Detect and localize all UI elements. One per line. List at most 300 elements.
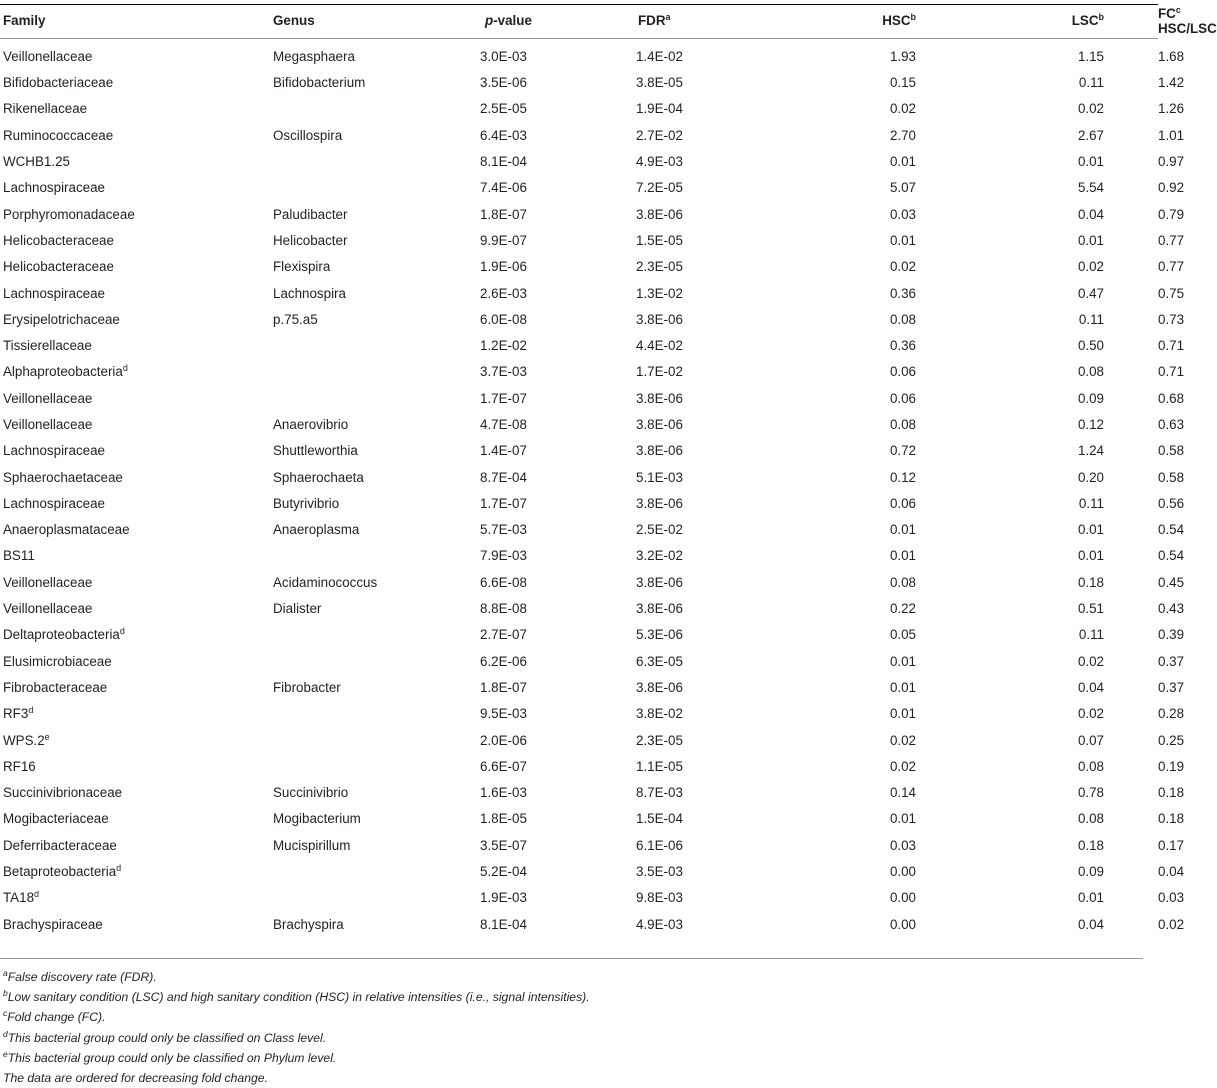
cell-hsc-text: 0.08 <box>889 311 916 327</box>
cell-hsc <box>786 411 972 437</box>
cell-lsc-text: 0.18 <box>1077 837 1104 853</box>
table-row <box>0 306 1158 332</box>
footnote-text: This bacterial group could only be classified on Phylum level. <box>7 1050 337 1065</box>
cell-pvalue-text: 6.6E-07 <box>480 758 527 774</box>
cell-genus <box>273 201 471 227</box>
cell-family-text: Veillonellaceae <box>3 417 93 432</box>
cell-hsc-text: 0.00 <box>889 864 916 880</box>
cell-pvalue <box>471 411 618 437</box>
cell-lsc-text: 0.08 <box>1077 758 1104 774</box>
cell-family-text: Sphaerochaetaceae <box>3 469 123 485</box>
cell-hsc-text: 0.01 <box>889 706 916 722</box>
cell-fdr-text: 3.8E-06 <box>636 206 683 222</box>
table-body <box>0 39 1185 938</box>
cell-genus <box>273 911 471 937</box>
cell-lsc <box>972 595 1158 621</box>
cell-hsc-text: 0.00 <box>889 916 916 932</box>
cell-genus <box>273 543 471 569</box>
cell-fdr <box>618 780 786 806</box>
cell-family-text: Ruminococcaceae <box>3 127 114 143</box>
cell-hsc <box>786 438 972 464</box>
cell-genus <box>273 306 471 332</box>
cell-fc-text: 1.26 <box>1158 101 1185 117</box>
cell-family <box>0 832 273 858</box>
cell-family <box>0 227 273 253</box>
cell-family-text: Veillonellaceae <box>3 390 93 406</box>
cell-lsc-text: 0.08 <box>1077 364 1104 380</box>
cell-fc-text: 1.01 <box>1158 127 1185 143</box>
cell-fc-text: 0.37 <box>1158 679 1185 695</box>
cell-fc-text: 0.58 <box>1158 443 1185 459</box>
cell-fc-text: 0.18 <box>1158 785 1185 801</box>
cell-genus-text: Mucispirillum <box>273 837 351 853</box>
cell-genus <box>273 411 471 437</box>
cell-fc-text: 0.43 <box>1158 601 1185 617</box>
cell-lsc-text: 0.04 <box>1077 916 1104 932</box>
footnote-text: Low sanitary condition (LSC) and high sanitary condition (HSC) in relative intensities (i.e., signal intensities). <box>7 990 590 1005</box>
cell-fdr-text: 6.1E-06 <box>636 837 683 853</box>
cell-lsc <box>972 543 1158 569</box>
cell-lsc <box>972 490 1158 516</box>
cell-family <box>0 569 273 595</box>
table-row <box>0 885 1158 911</box>
cell-fdr <box>618 595 786 621</box>
cell-lsc-text: 0.01 <box>1077 522 1104 538</box>
cell-hsc <box>786 543 972 569</box>
cell-pvalue-text: 5.2E-04 <box>480 864 527 880</box>
cell-family <box>0 306 273 332</box>
cell-genus <box>273 70 471 96</box>
cell-hsc <box>786 385 972 411</box>
cell-lsc-text: 5.54 <box>1077 180 1104 196</box>
cell-family <box>0 622 273 648</box>
cell-family-text: Fibrobacteraceae <box>3 679 108 695</box>
header-fdr <box>618 5 786 39</box>
table-row <box>0 148 1158 174</box>
cell-pvalue <box>471 332 618 358</box>
cell-hsc-text: 0.36 <box>889 338 916 354</box>
cell-lsc <box>972 411 1158 437</box>
cell-fdr <box>618 70 786 96</box>
cell-lsc-text: 0.11 <box>1078 75 1104 91</box>
cell-fdr-text: 9.8E-03 <box>636 890 683 906</box>
cell-genus-text: Lachnospira <box>273 285 346 301</box>
cell-pvalue-text: 6.2E-06 <box>480 653 527 669</box>
cell-hsc <box>786 359 972 385</box>
cell-pvalue-text: 9.9E-07 <box>480 232 527 248</box>
cell-lsc-text: 0.02 <box>1077 706 1104 722</box>
cell-family <box>0 96 273 122</box>
cell-family-text: Tissierellaceae <box>3 338 92 354</box>
cell-hsc <box>786 727 972 753</box>
cell-fdr <box>618 648 786 674</box>
cell-family-text: Anaeroplasmataceae <box>3 522 130 538</box>
cell-lsc <box>972 753 1158 779</box>
cell-hsc <box>786 280 972 306</box>
cell-family <box>0 254 273 280</box>
cell-fdr-text: 7.2E-05 <box>636 180 683 196</box>
cell-pvalue <box>471 464 618 490</box>
cell-pvalue <box>471 359 618 385</box>
cell-hsc-text: 0.06 <box>889 495 916 511</box>
cell-fdr <box>618 411 786 437</box>
cell-fdr-text: 1.5E-04 <box>636 811 683 827</box>
cell-genus-text: p.75.a5 <box>273 311 318 327</box>
cell-family <box>0 464 273 490</box>
cell-lsc <box>972 622 1158 648</box>
cell-fc-text: 0.54 <box>1158 548 1185 564</box>
cell-fdr <box>618 858 786 884</box>
cell-genus <box>273 280 471 306</box>
footnote-marker: d <box>3 1028 8 1039</box>
cell-pvalue-text: 1.8E-05 <box>480 811 527 827</box>
cell-fdr <box>618 832 786 858</box>
cell-family <box>0 911 273 937</box>
cell-hsc <box>786 832 972 858</box>
cell-fdr <box>618 280 786 306</box>
cell-fdr <box>618 911 786 937</box>
cell-fdr <box>618 227 786 253</box>
cell-pvalue <box>471 806 618 832</box>
cell-hsc <box>786 70 972 96</box>
cell-hsc-text: 0.00 <box>889 890 916 906</box>
cell-hsc <box>786 490 972 516</box>
cell-lsc-text: 0.11 <box>1078 311 1104 327</box>
cell-hsc <box>786 701 972 727</box>
cell-pvalue <box>471 727 618 753</box>
header-hsc-sup: b <box>910 12 916 22</box>
cell-pvalue-text: 6.6E-08 <box>480 574 527 590</box>
cell-pvalue-text: 1.8E-07 <box>480 206 527 222</box>
footnote-text: False discovery rate (FDR). <box>7 970 157 984</box>
cell-lsc <box>972 517 1158 543</box>
cell-pvalue <box>471 254 618 280</box>
cell-family <box>0 727 273 753</box>
cell-pvalue-text: 2.6E-03 <box>480 285 527 301</box>
cell-family-text: Bifidobacteriaceae <box>3 75 114 91</box>
cell-hsc <box>786 569 972 595</box>
cell-pvalue-text: 8.1E-04 <box>480 154 527 170</box>
cell-hsc-text: 0.01 <box>889 232 916 248</box>
table-row <box>0 201 1158 227</box>
cell-hsc <box>786 885 972 911</box>
cell-fdr-text: 1.1E-05 <box>636 758 683 774</box>
cell-family <box>0 517 273 543</box>
cell-hsc <box>786 39 972 70</box>
cell-fdr <box>618 201 786 227</box>
cell-hsc <box>786 332 972 358</box>
cell-genus <box>273 595 471 621</box>
cell-family-text: Porphyromonadaceae <box>3 206 135 222</box>
cell-fdr-text: 2.3E-05 <box>636 259 683 275</box>
cell-genus <box>273 885 471 911</box>
table-row <box>0 780 1158 806</box>
cell-hsc-text: 0.12 <box>889 469 916 485</box>
cell-lsc <box>972 858 1158 884</box>
cell-genus <box>273 832 471 858</box>
cell-pvalue-text: 7.4E-06 <box>480 180 527 196</box>
footnote <box>3 1068 590 1088</box>
cell-genus-text: Acidaminococcus <box>273 574 378 590</box>
cell-lsc <box>972 701 1158 727</box>
cell-pvalue-text: 8.8E-08 <box>480 601 527 617</box>
cell-fc-text: 0.28 <box>1158 706 1185 722</box>
cell-genus-text: Oscillospira <box>273 127 343 143</box>
cell-pvalue-text: 1.6E-03 <box>480 785 527 801</box>
cell-fdr-text: 1.7E-02 <box>636 364 683 380</box>
table-bottom-rule <box>0 958 1143 959</box>
cell-hsc <box>786 201 972 227</box>
cell-fdr-text: 3.8E-02 <box>636 706 683 722</box>
footnote <box>3 967 590 987</box>
cell-fdr-text: 8.7E-03 <box>636 785 683 801</box>
table-row <box>0 70 1158 96</box>
cell-lsc <box>972 148 1158 174</box>
cell-genus-text: Flexispira <box>273 259 331 275</box>
footnote <box>3 987 590 1007</box>
cell-fdr-text: 2.3E-05 <box>636 732 683 748</box>
cell-pvalue <box>471 490 618 516</box>
cell-pvalue-text: 9.5E-03 <box>480 706 527 722</box>
cell-hsc <box>786 911 972 937</box>
cell-hsc <box>786 254 972 280</box>
cell-fdr-text: 5.1E-03 <box>636 469 683 485</box>
family-footnote-marker: d <box>119 626 125 637</box>
cell-pvalue-text: 8.7E-04 <box>480 469 527 485</box>
cell-pvalue-text: 1.4E-07 <box>480 443 527 459</box>
cell-genus <box>273 701 471 727</box>
cell-pvalue-text: 7.9E-03 <box>480 548 527 564</box>
cell-family <box>0 70 273 96</box>
cell-fc-text: 0.19 <box>1158 758 1185 774</box>
cell-pvalue <box>471 595 618 621</box>
footnote-marker: e <box>3 1048 8 1059</box>
cell-pvalue-text: 5.7E-03 <box>480 522 527 538</box>
cell-hsc <box>786 148 972 174</box>
footnote-text: Fold change (FC). <box>7 1010 106 1025</box>
cell-lsc <box>972 569 1158 595</box>
cell-fdr-text: 4.9E-03 <box>636 154 683 170</box>
cell-pvalue <box>471 674 618 700</box>
cell-genus <box>273 96 471 122</box>
cell-genus <box>273 175 471 201</box>
cell-family <box>0 332 273 358</box>
footnote-text: This bacterial group could only be classified on Class level. <box>7 1030 327 1045</box>
cell-genus <box>273 780 471 806</box>
cell-lsc-text: 0.02 <box>1077 101 1104 117</box>
cell-lsc-text: 0.18 <box>1077 574 1104 590</box>
cell-hsc-text: 0.22 <box>889 601 916 617</box>
cell-pvalue-text: 3.5E-07 <box>480 837 527 853</box>
cell-lsc <box>972 806 1158 832</box>
cell-genus <box>273 569 471 595</box>
cell-genus <box>273 385 471 411</box>
cell-family <box>0 543 273 569</box>
cell-family <box>0 490 273 516</box>
cell-pvalue <box>471 306 618 332</box>
cell-family-text: Rikenellaceae <box>3 101 88 117</box>
cell-fdr <box>618 122 786 148</box>
cell-lsc-text: 0.20 <box>1077 469 1104 485</box>
cell-pvalue-text: 4.7E-08 <box>480 417 527 432</box>
header-fc-rest: HSC/LSC <box>1158 20 1217 36</box>
cell-fdr-text: 6.3E-05 <box>636 653 683 669</box>
cell-genus-text: Butyrivibrio <box>273 495 340 511</box>
cell-family-text: Veillonellaceae <box>3 48 93 64</box>
table-row <box>0 648 1158 674</box>
cell-family <box>0 595 273 621</box>
cell-family-text: Veillonellaceae <box>3 574 93 590</box>
cell-fdr-text: 3.8E-06 <box>636 495 683 511</box>
header-hsc-label: HSC <box>882 13 911 28</box>
cell-fdr-text: 1.3E-02 <box>636 285 683 301</box>
cell-pvalue-text: 3.5E-06 <box>480 75 527 91</box>
cell-fdr <box>618 332 786 358</box>
cell-family-text: Alphaproteobacteria <box>3 364 123 380</box>
cell-lsc-text: 0.47 <box>1077 285 1104 301</box>
header-row <box>0 5 1158 39</box>
cell-genus-text: Helicobacter <box>273 232 348 248</box>
cell-fdr-text: 4.4E-02 <box>636 338 683 354</box>
cell-hsc <box>786 517 972 543</box>
cell-family <box>0 385 273 411</box>
cell-fc-text: 1.42 <box>1158 75 1185 91</box>
cell-pvalue-text: 2.5E-05 <box>480 101 527 117</box>
cell-lsc <box>972 438 1158 464</box>
cell-lsc-text: 0.02 <box>1077 259 1104 275</box>
cell-hsc-text: 2.70 <box>889 127 916 143</box>
table-row <box>0 280 1158 306</box>
cell-hsc-text: 0.03 <box>889 206 916 222</box>
cell-pvalue-text: 3.7E-03 <box>480 364 527 380</box>
cell-hsc-text: 0.72 <box>889 443 916 459</box>
table-row <box>0 332 1158 358</box>
cell-pvalue <box>471 175 618 201</box>
cell-fc-text: 0.97 <box>1158 154 1185 170</box>
cell-pvalue <box>471 622 618 648</box>
cell-pvalue-text: 1.7E-07 <box>480 390 527 406</box>
table-row <box>0 490 1158 516</box>
footnote-text: The data are ordered for decreasing fold change. <box>3 1071 268 1086</box>
cell-hsc <box>786 622 972 648</box>
cell-genus-text: Mogibacterium <box>273 811 361 827</box>
cell-fdr <box>618 569 786 595</box>
cell-lsc-text: 0.78 <box>1077 785 1104 801</box>
cell-lsc <box>972 280 1158 306</box>
cell-family <box>0 359 273 385</box>
cell-fdr <box>618 359 786 385</box>
cell-pvalue <box>471 39 618 70</box>
cell-hsc <box>786 753 972 779</box>
cell-fdr-text: 3.8E-06 <box>636 390 683 406</box>
table-header <box>0 4 1217 39</box>
footnote <box>3 1028 590 1048</box>
cell-fc-text: 0.79 <box>1158 206 1185 222</box>
cell-genus-text: Dialister <box>273 601 322 617</box>
header-fc-sup: c <box>1175 4 1181 15</box>
cell-family-text: Lachnospiraceae <box>3 180 105 196</box>
cell-lsc-text: 0.02 <box>1077 653 1104 669</box>
header-family-label: Family <box>3 13 46 28</box>
cell-fdr-text: 2.5E-02 <box>636 522 683 538</box>
cell-lsc-text: 0.12 <box>1077 417 1104 432</box>
cell-lsc <box>972 674 1158 700</box>
cell-hsc <box>786 464 972 490</box>
cell-hsc-text: 0.06 <box>889 390 916 406</box>
cell-genus <box>273 806 471 832</box>
header-fc-label: FC <box>1158 5 1176 21</box>
cell-hsc <box>786 122 972 148</box>
cell-fdr-text: 3.8E-06 <box>636 574 683 590</box>
cell-lsc <box>972 385 1158 411</box>
cell-family <box>0 280 273 306</box>
table-row <box>0 438 1158 464</box>
cell-fdr-text: 3.8E-06 <box>636 417 683 432</box>
cell-pvalue <box>471 911 618 937</box>
cell-family-text: Erysipelotrichaceae <box>3 311 120 327</box>
cell-family <box>0 39 273 70</box>
table-footnotes <box>3 967 590 1088</box>
table-row <box>0 359 1158 385</box>
table-row <box>0 674 1158 700</box>
cell-lsc-text: 1.15 <box>1077 48 1104 64</box>
cell-fdr-text: 1.4E-02 <box>636 48 683 64</box>
family-footnote-marker: d <box>34 889 40 900</box>
header-fdr-label: FDR <box>638 13 666 28</box>
footnote-marker: c <box>3 1008 8 1019</box>
cell-family <box>0 175 273 201</box>
cell-fdr <box>618 39 786 70</box>
cell-lsc <box>972 201 1158 227</box>
cell-genus-text: Shuttleworthia <box>273 443 358 459</box>
cell-genus <box>273 753 471 779</box>
cell-fdr <box>618 543 786 569</box>
cell-family <box>0 411 273 437</box>
cell-genus-text: Anaerovibrio <box>273 417 349 432</box>
cell-lsc-text: 0.09 <box>1077 390 1104 406</box>
cell-pvalue <box>471 96 618 122</box>
cell-pvalue <box>471 385 618 411</box>
cell-lsc <box>972 254 1158 280</box>
cell-pvalue <box>471 858 618 884</box>
cell-hsc-text: 0.36 <box>889 285 916 301</box>
cell-lsc <box>972 306 1158 332</box>
cell-pvalue-text: 1.2E-02 <box>480 338 527 354</box>
table-row <box>0 122 1158 148</box>
cell-family <box>0 753 273 779</box>
cell-pvalue <box>471 148 618 174</box>
cell-pvalue <box>471 569 618 595</box>
cell-genus <box>273 122 471 148</box>
cell-fc-text: 0.45 <box>1158 574 1185 590</box>
family-footnote-marker: d <box>28 705 34 716</box>
cell-family <box>0 885 273 911</box>
cell-lsc-text: 0.09 <box>1077 864 1104 880</box>
cell-fc-text: 0.71 <box>1158 364 1185 380</box>
cell-lsc <box>972 885 1158 911</box>
table-row <box>0 727 1158 753</box>
cell-hsc <box>786 780 972 806</box>
cell-fdr-text: 3.2E-02 <box>636 548 683 564</box>
cell-hsc-text: 0.14 <box>889 785 916 801</box>
cell-lsc-text: 0.11 <box>1078 495 1104 511</box>
table-row <box>0 911 1158 937</box>
cell-lsc-text: 0.01 <box>1077 548 1104 564</box>
cell-family-text: Betaproteobacteria <box>3 864 117 880</box>
cell-fc-text: 0.02 <box>1158 916 1185 932</box>
table-row <box>0 39 1158 70</box>
cell-genus-text: Anaeroplasma <box>273 522 360 538</box>
